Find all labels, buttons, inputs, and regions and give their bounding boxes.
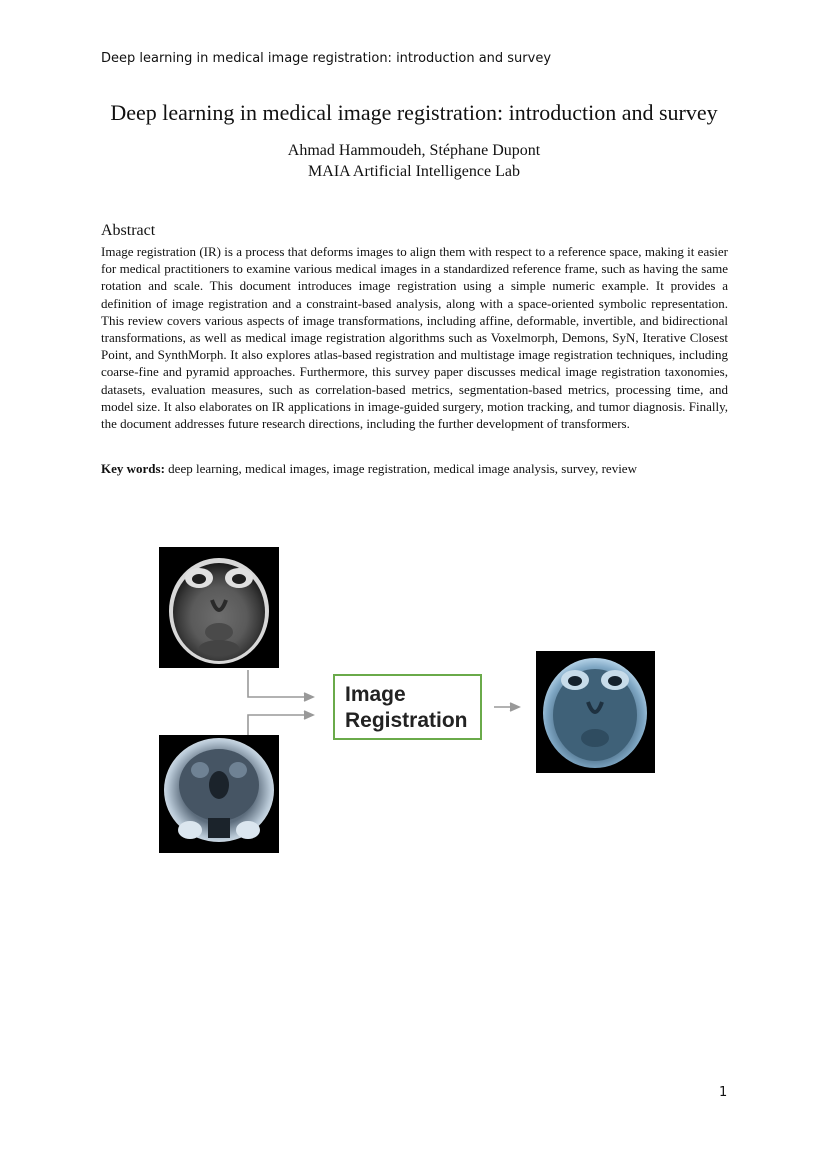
fixed-image-coronal <box>159 735 279 853</box>
keywords-text: deep learning, medical images, image registration, medical image analysis, survey, review <box>168 461 637 476</box>
output-arrow <box>494 703 519 711</box>
running-header: Deep learning in medical image registration: introduction and survey <box>101 51 552 66</box>
keywords <box>101 461 728 477</box>
keywords-label: Key words: <box>101 461 165 476</box>
authors: Ahmad Hammoudeh, Stéphane Dupont <box>287 142 541 159</box>
abstract-body: Image registration (IR) is a process that deforms images to align them with respect to a reference space, making it easier for medical practitioners to examine various medical images in a standardized reference frame, such as having the same rotation and scale. This document introduces image registration using a simple numeric example. It provides a definition of image registration and a constraint-based analysis, along with a space-oriented symbolic representation. This review covers various aspects of image transformations, including affine, deformable, invertible, and bidirectional transformations, as well as medical image registration algorithms such as Voxelmorph, Demons, SyN, Iterative Closest Point, and SynthMorph. It also explores atlas-based registration and multistage image registration techniques, including coarse-fine and pyramid approaches. Furthermore, this survey paper discusses medical image registration taxonomies, datasets, evaluation measures, such as correlation-based metrics, segmentation-based metrics, processing time, and model size. It also elaborates on IR applications in image-guided surgery, motion tracking, and tumor diagnosis. Finally, the document addresses future research directions, including the further development of transformers. <box>101 244 728 432</box>
page-number: 1 <box>719 1085 728 1100</box>
abstract-heading: Abstract <box>101 222 156 239</box>
box-line-1: Image <box>345 683 406 706</box>
author-block <box>0 140 828 182</box>
moving-image-axial <box>159 547 279 668</box>
input-arrow-top <box>248 670 313 701</box>
image-registration-box <box>333 674 482 740</box>
registered-image <box>536 651 655 773</box>
box-line-2: Registration <box>345 709 468 732</box>
paper-title: Deep learning in medical image registration: introduction and survey <box>110 100 718 125</box>
input-arrow-bottom <box>248 711 313 735</box>
affiliation: MAIA Artificial Intelligence Lab <box>308 163 520 180</box>
